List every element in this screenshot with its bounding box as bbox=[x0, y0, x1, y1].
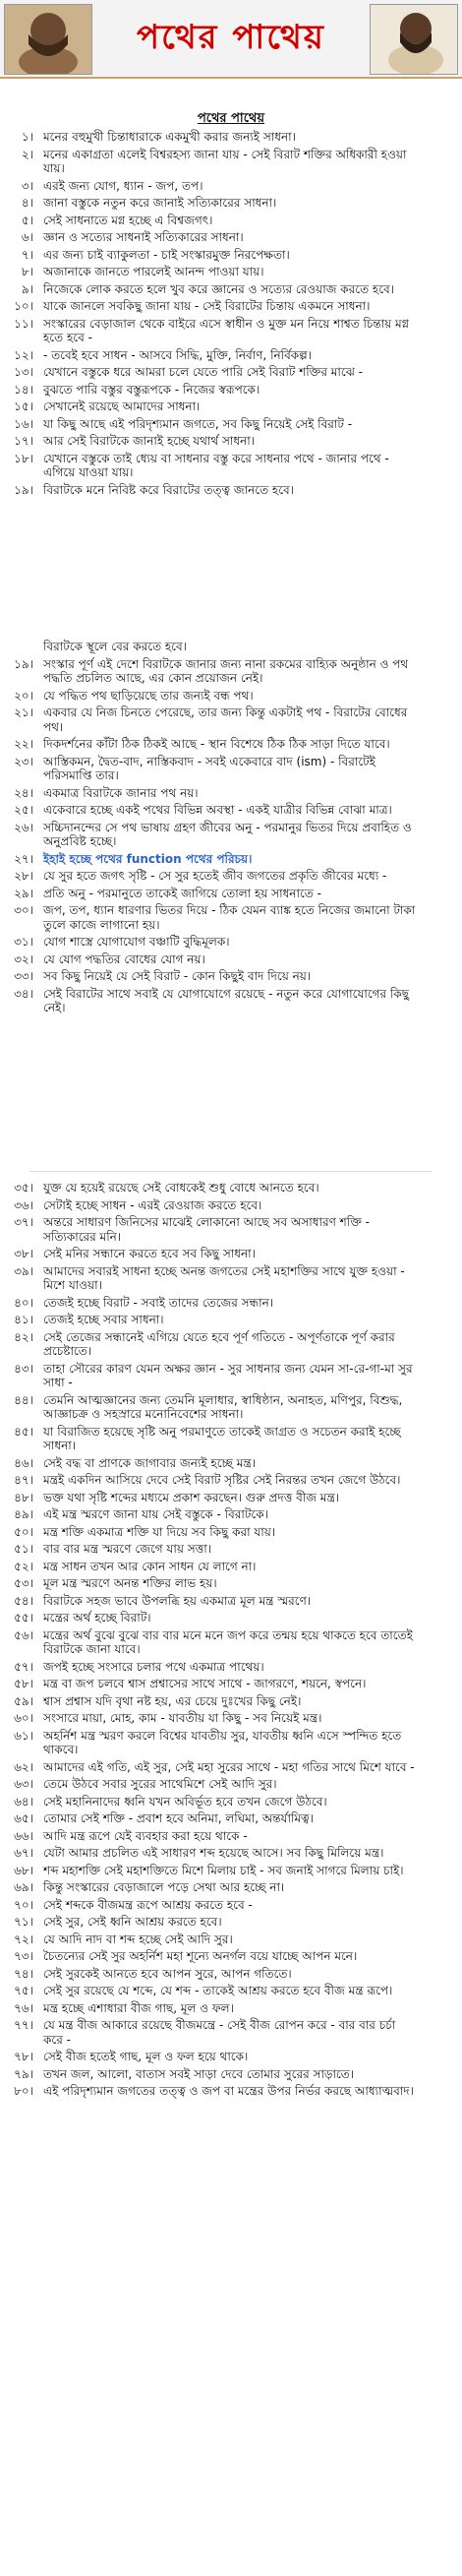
item-number: ৫৮। bbox=[14, 1677, 33, 1690]
item-number: ৭৮। bbox=[14, 2050, 33, 2063]
item-text: যে আদি নাদ বা শব্দ হচ্ছে সেই আদি সুর। bbox=[43, 1932, 233, 1946]
item-number: ১৮। bbox=[14, 451, 33, 465]
item-text: একমাত্র বিরাটকে জানার পথ নয়। bbox=[43, 785, 199, 800]
item-number: ২৯। bbox=[14, 886, 33, 900]
item-text: সংস্কার পূর্ণ এই দেশে বিরাটকে জানার জন্য নানা রকমের বাহ্যিক অনুষ্ঠান ও পথ পদ্ধতি প্রচলিত আছে, এর কোন প্রয়োজন নেই। bbox=[43, 656, 409, 685]
item-text: মন্ত্র বা জপ চলবে শ্বাস প্রশ্বাসের সাথে সাথে - জাগরণে, শয়নে, স্বপনে। bbox=[43, 1677, 367, 1690]
list-item bbox=[0, 148, 462, 176]
item-text: সেটাই হচ্ছে সাধন - এরই রেওয়াজ করতে হবে। bbox=[43, 1197, 262, 1212]
item-number: ৬০। bbox=[14, 1711, 33, 1725]
list-item bbox=[0, 1560, 462, 1574]
list-item bbox=[0, 1949, 462, 1964]
item-number: ৭৬। bbox=[14, 2000, 33, 2015]
item-number: ১৩। bbox=[14, 365, 33, 379]
portrait-right-image bbox=[371, 5, 457, 74]
list-item bbox=[0, 2018, 462, 2047]
item-number: ৪৫। bbox=[14, 1424, 33, 1439]
list-item bbox=[0, 1330, 462, 1359]
item-number: ৪৪। bbox=[14, 1392, 33, 1407]
list-item bbox=[0, 1967, 462, 1982]
item-number: ৭১। bbox=[14, 1915, 33, 1929]
item-text: মন্ত্রের অর্থ বুঝে বুঝে বার বার মনে মনে জপ করে তন্ময় হয়ে থাকতে হবে তাতেই বিরাটকে জানা যাবে। bbox=[43, 1627, 413, 1656]
item-number: ৫১। bbox=[14, 1542, 33, 1556]
item-text: জ্ঞান ও সত্যের সাধনাই সত্যিকারের সাধনা। bbox=[43, 230, 244, 244]
item-number: ৬। bbox=[21, 230, 33, 244]
item-number: ৭২। bbox=[14, 1932, 33, 1946]
item-text: যা বিরাজিত হয়েছে সৃষ্টি অনু পরমাণুতে তাকেই জাগ্রত ও সচেতন করাই হচ্ছে সাধনা। bbox=[43, 1424, 401, 1452]
item-text: একেবারে হচ্ছে একই পথের বিভিন্ন অবস্থা - একই যাত্রীর বিভিন্ন বোঝা মাত্র। bbox=[43, 803, 392, 817]
item-number: ৪৩। bbox=[14, 1361, 33, 1376]
list-item bbox=[0, 1425, 462, 1453]
list-item bbox=[0, 887, 462, 901]
item-number: ৪৬। bbox=[14, 1455, 33, 1470]
list-item bbox=[0, 483, 462, 498]
item-number: ২২। bbox=[14, 737, 33, 751]
list-item bbox=[0, 803, 462, 818]
list-item bbox=[0, 1215, 462, 1244]
list-item bbox=[0, 299, 462, 314]
item-number: ৪৮। bbox=[14, 1490, 33, 1504]
item-number: ২৬। bbox=[14, 820, 33, 834]
item-number: ৩। bbox=[21, 178, 33, 193]
item-text: চৈতন্যের সেই সুর অহর্নিশ মহা শূন্যে অনর্গল বয়ে যাচ্ছে আপন মনে। bbox=[43, 1949, 358, 1963]
list-item bbox=[0, 1660, 462, 1675]
item-number: ৩৫। bbox=[14, 1181, 33, 1195]
list-item bbox=[0, 2050, 462, 2064]
list-item bbox=[0, 1181, 462, 1196]
item-text: সেই সাধনাতে মগ্ন হচ্ছে এ বিশ্বজগৎ। bbox=[43, 213, 213, 227]
item-text: যে যোগ পদ্ধতির বোধের যোগ নয়। bbox=[43, 951, 205, 966]
item-text: অন্তরে সাধারণ জিনিসের মাঝেই লোকানো আছে সব অসাধারণ শক্তি - সত্যিকারের মনি। bbox=[43, 1215, 370, 1244]
item-number: ৩১। bbox=[14, 935, 33, 949]
item-number: ৭৪। bbox=[14, 1966, 33, 1981]
item-number: ৬১। bbox=[14, 1728, 33, 1743]
item-text-highlight: ইহাই হচ্ছে পথের function পথের পরিচয়। bbox=[43, 851, 253, 866]
item-number: ৬৬। bbox=[14, 1828, 33, 1843]
item-text: আমাদের সবারই সাধনা হচ্ছে অনন্ত জগতের সেই মহাশক্তির সাথে যুক্ত হওয়া - মিশে যাওয়া। bbox=[43, 1263, 405, 1292]
list-item bbox=[0, 1264, 462, 1293]
list-item bbox=[0, 1576, 462, 1591]
item-number: ৩৪। bbox=[14, 986, 33, 1001]
item-text: সেই তেজের সন্ধানেই এগিয়ে যেতে হবে পূর্ণ গতিতে - অপূর্ণতাকে পূর্ণ করার প্রচেষ্টাতে। bbox=[43, 1329, 395, 1358]
item-number: ৩৮। bbox=[14, 1247, 33, 1260]
list-item bbox=[0, 1729, 462, 1757]
item-text: মনের একাগ্রতা এলেই বিশ্বরহস্য জানা যায় - সেই বিরাট শক্তির অধিকারী হওয়া যায়। bbox=[43, 147, 407, 175]
item-number: ১৬। bbox=[14, 416, 33, 431]
list-item bbox=[0, 399, 462, 414]
item-number: ৬৯। bbox=[14, 1880, 33, 1894]
item-number: ১২। bbox=[14, 347, 33, 362]
list-item bbox=[0, 869, 462, 884]
list-item bbox=[0, 214, 462, 228]
list-item bbox=[0, 1711, 462, 1726]
item-number: ৭৯। bbox=[14, 2066, 33, 2081]
item-text: প্রতি অনু - পরমানুতে তাকেই জাগিয়ে তোলা হয় সাধনাতে - bbox=[43, 886, 321, 900]
item-number: ১৪। bbox=[14, 382, 33, 397]
item-number: ৮০। bbox=[14, 2084, 33, 2098]
section-2 bbox=[0, 640, 462, 1018]
item-text: তেজই হচ্ছে বিরাট - সবাই তাদের তেজের সন্ধান। bbox=[43, 1295, 274, 1310]
item-number: ৪। bbox=[21, 196, 33, 210]
item-number: ২৮। bbox=[14, 869, 33, 883]
item-text: সেই মহানিনাদের ধ্বনি যখন অবির্ভূত হবে তখন জেগে উঠবে। bbox=[43, 1794, 327, 1809]
list-item bbox=[0, 786, 462, 801]
item-text: তাহা সৌরের কারণ যেমন অক্ষর জ্ঞান - সুর সাধনার জন্য যেমন সা-রে-গা-মা সুর সাধা - bbox=[43, 1361, 413, 1389]
list-item bbox=[0, 1542, 462, 1557]
item-text: সেই মনির সন্ধানে করতে হবে সব কিছু সাধনা। bbox=[43, 1247, 256, 1260]
item-text: সেই সুর, সেই ধ্বনি আশ্রয় করতে হবে। bbox=[43, 1915, 222, 1929]
item-text: আস্তিকমন, দ্বৈত-বাদ, নাস্তিকবাদ - সবই একেবারে বাদ (ism) - বিরাটেই পরিসমাপ্তি তার। bbox=[43, 754, 375, 782]
item-number: ৬৪। bbox=[14, 1794, 33, 1809]
list-item bbox=[0, 1247, 462, 1261]
portrait-left bbox=[4, 4, 92, 75]
item-text: যাকে জানলে সবকিছু জানা যায় - সেই বিরাটের চিন্তায় একমনে সাধনা। bbox=[43, 299, 371, 313]
list-item bbox=[0, 1611, 462, 1625]
list-item bbox=[0, 2001, 462, 2016]
item-number: ৩৯। bbox=[14, 1263, 33, 1278]
list-item bbox=[0, 383, 462, 398]
list-item bbox=[0, 1984, 462, 1998]
item-number: ৪৯। bbox=[14, 1507, 33, 1521]
item-text: মূল মন্ত্র স্মরণে অনন্ত শক্তির লাভ হয়। bbox=[43, 1576, 217, 1590]
list-item bbox=[0, 265, 462, 279]
list-item bbox=[0, 1491, 462, 1505]
item-text: মন্ত্র সাধন তখন আর কোন সাধন যে লাগে না। bbox=[43, 1559, 257, 1573]
list-item bbox=[0, 852, 462, 867]
item-text: তেজই হচ্ছে সবার সাধনা। bbox=[43, 1313, 164, 1326]
list-item bbox=[0, 903, 462, 932]
item-text: - তবেই হবে সাধন - আসবে সিদ্ধি, মুক্তি, নির্বাণ, নির্বিকল্প। bbox=[43, 347, 313, 362]
item-text: যেখানে বস্তুকে ধরে আমরা চলে যেতে পারি সেই বিরাট শক্তির মাঝে - bbox=[43, 365, 363, 379]
banner-title: পথের পাথেয় bbox=[137, 18, 325, 57]
item-number: ৭। bbox=[21, 247, 33, 262]
item-text: বুঝতে পারি বস্তুর বস্তুরূপকে - নিজের স্বরূপকে। bbox=[43, 382, 260, 397]
item-number: ২। bbox=[21, 147, 33, 161]
list-item bbox=[0, 1594, 462, 1609]
item-text: অজানাকে জানতে পারলেই আনন্দ পাওয়া যায়। bbox=[43, 265, 264, 278]
item-text: সব কিছু নিয়েই যে সেই বিরাট - কোন কিছুই বাদ দিয়ে নয়। bbox=[43, 969, 312, 983]
list-item bbox=[0, 1628, 462, 1657]
item-text: মন্ত্র হচ্ছে এশাধারা বীজ গাছ, মূল ও ফল। bbox=[43, 2000, 234, 2015]
item-text: আদি মন্ত্র রূপে যেই ব্যবহার করা হয়ে থাকে - bbox=[43, 1828, 248, 1843]
item-number: ৮। bbox=[21, 265, 33, 278]
item-number: ৫৯। bbox=[14, 1693, 33, 1708]
list-item bbox=[0, 821, 462, 849]
item-text: যেটা আমার প্রচলিত এই সাধারণ শব্দ হয়েছে আসে। সব কিছু মিলিয়ে মন্ত্র। bbox=[43, 1846, 384, 1860]
item-text: মন্ত্রের অর্থ হচ্ছে বিরাট। bbox=[43, 1611, 151, 1625]
list-item bbox=[0, 705, 462, 734]
list-item bbox=[0, 1362, 462, 1390]
item-text: নিজেকে লোক করতে হলে খুব করে জ্ঞানের ও সত্যের রেওয়াজ করতে হবে। bbox=[43, 281, 395, 296]
list-item bbox=[0, 935, 462, 950]
list-item bbox=[0, 737, 462, 752]
item-number: ৩২। bbox=[14, 951, 33, 966]
item-number: ৫২। bbox=[14, 1559, 33, 1573]
item-number: ৬৫। bbox=[14, 1811, 33, 1825]
item-text: ভক্ত যথা সৃষ্টি শব্দের মধ্যমে প্রকাশ করছেন। গুরু প্রদত্ত বীজ মন্ত্র। bbox=[43, 1490, 340, 1504]
item-text: সংসারে মায়া, মোহ, কাম - যাবতীয় যা কিছু - সব নিয়েই মন্ত্র। bbox=[43, 1711, 322, 1725]
item-text: যেখানে বস্তুকে তাই ধ্যেয় বা সাধনার বস্তু করে সাধনার পথে - জানার পথে - এগিয়ে যাওয়া যায়। bbox=[43, 451, 389, 479]
item-text: দিকদর্শনের কাঁটা ঠিক ঠিকই আছে - স্থান বিশেষে ঠিক ঠিক সাড়া দিতে যাবে। bbox=[43, 737, 390, 751]
item-number: ৯। bbox=[21, 281, 33, 296]
list-item bbox=[0, 1932, 462, 1947]
item-text: সেই সুর রয়েছে যে শব্দে, যে শব্দ - তাকেই আশ্রয় করতে হবে বীজ মন্ত্র রূপে। bbox=[43, 1984, 393, 1997]
list-item bbox=[0, 317, 462, 345]
item-text: যে পদ্ধিত পথ ছাড়িয়েছে তার জন্যই বন্ধ পথ। bbox=[43, 688, 254, 703]
item-text: সেই বিরাটের সাথে সবাই যে যোগাযোগে রয়েছে - নতুন করে যোগাযোগের কিছু নেই। bbox=[43, 986, 410, 1014]
item-text: বিরাটকে স্থূলে বের করতে হবে। bbox=[43, 640, 187, 653]
list-item bbox=[0, 1760, 462, 1775]
item-text: এর জন্য চাই ব্যাকুলতা - চাই সংস্কারমুক্ত নিরপেক্ষতা। bbox=[43, 247, 290, 262]
list-item bbox=[0, 1456, 462, 1471]
section-3 bbox=[0, 1181, 462, 2102]
item-text: সেই সুরকেই আনতে হবে আপন সুরে, আপন গতিতে। bbox=[43, 1966, 292, 1981]
list-item bbox=[0, 365, 462, 380]
item-number: ৫৫। bbox=[14, 1611, 33, 1625]
item-text: তোমার সেই শক্তি - প্রবাশ হবে অনিমা, লঘিমা, অন্তর্যামিত্ব। bbox=[43, 1811, 314, 1825]
item-text: সেই বদ্ধ বা প্রাণকে জাগাবার জন্যই হচ্ছে মন্ত্র। bbox=[43, 1455, 257, 1470]
item-number: ৬৩। bbox=[14, 1777, 33, 1791]
item-number: ২৫। bbox=[14, 803, 33, 817]
list-item bbox=[0, 755, 462, 783]
item-number: ৭৩। bbox=[14, 1949, 33, 1963]
item-number: ২৩। bbox=[14, 754, 33, 768]
item-text: যুক্ত যে হয়েই রয়েছে সেই বোধকেই শুধু বোধে আনতে হবে। bbox=[43, 1181, 319, 1195]
item-text: তেমনি আত্মজ্ঞানের জন্য তেমনি মূলাধার, স্বাধিষ্ঠান, অনাহত, মণিপুর, বিশুদ্ধ, আজ্ঞাচক্র ও সহস্রারে মনোনিবেশের সাধনা। bbox=[43, 1392, 403, 1421]
item-text: তেমে উঠবে সবার সুরের সাথেমিশে সেই আদি সুর। bbox=[43, 1777, 277, 1791]
item-number: ৫৬। bbox=[14, 1627, 33, 1642]
list-item bbox=[0, 179, 462, 194]
list-item bbox=[0, 1898, 462, 1913]
item-text: জপই হচ্ছে সংসারে চলার পথে একমাত্র পাথেয়। bbox=[43, 1659, 264, 1674]
item-number: ৬৮। bbox=[14, 1863, 33, 1877]
item-number: ৪২। bbox=[14, 1329, 33, 1344]
item-number: ২১। bbox=[14, 705, 33, 719]
list-item bbox=[0, 1198, 462, 1213]
item-text: যা কিছু আছে এই পরিদৃশ্যমান জগতে, সব কিছু নিয়েই সেই বিরাট - bbox=[43, 416, 353, 431]
item-text: জপ, তপ, ধ্যান ধারণার ভিতর দিয়ে - ঠিক যেমন ব্যাঙ্ক হতে নিজের জমানো টাকা তুলে কাজে লাগানো হয়। bbox=[43, 903, 416, 932]
list-item bbox=[0, 1313, 462, 1327]
item-number: ৫৩। bbox=[14, 1576, 33, 1590]
portrait-left-image bbox=[5, 5, 91, 74]
list-item bbox=[0, 1694, 462, 1709]
item-text: যে মন্ত্র বীজ আকারে রয়েছে বীজমন্ত্রে - সেই বীজ রোপন করে - বার বার চর্চা করে - bbox=[43, 2018, 396, 2047]
page-subtitle: পথের পাথেয় bbox=[197, 111, 265, 126]
item-text: যোগ শাস্ত্রে যোগাযোগ বঞ্চাটি বুদ্ধিমূলক। bbox=[43, 935, 230, 949]
item-text: শব্দ মহাশক্তি সেই মহাশক্তিতে মিশে মিলায় চাই - সব জনাই সাগরে মিলায় চাই। bbox=[43, 1863, 404, 1877]
item-text: এরই জন্য যোগ, ধ্যান - জপ, তপ। bbox=[43, 178, 203, 193]
list-item bbox=[0, 417, 462, 432]
list-item bbox=[0, 1795, 462, 1809]
item-text: সংস্কারের বেড়াজাল থেকে বাইরে এসে স্বাধীন ও মুক্ত মন নিয়ে শাশ্বত চিন্তায় মগ্ন হতে হবে - bbox=[43, 316, 409, 344]
item-text: আর সেই বিরাটকে জানাই হচ্ছে যথার্থ সাধনা। bbox=[43, 434, 256, 448]
list-item bbox=[0, 1915, 462, 1930]
item-number: ২৭। bbox=[14, 851, 33, 866]
list-item bbox=[0, 1864, 462, 1878]
item-text: অহর্নিশ মন্ত্র স্মরণ করলে বিশ্বের যাবতীয় সুর, যাবতীয় ধ্বনি এসে স্পন্দিত হতে থাকবে। bbox=[43, 1728, 402, 1756]
item-text: আমাদের এই গতি, এই সুর, সেই মহা সুরের সাথে - মহা গতির সাথে মিশে যাবে - bbox=[43, 1759, 415, 1774]
list-item bbox=[0, 230, 462, 245]
item-text: সেই বীজ হতেই গাছ, মূল ও ফল হয়ে থাকে। bbox=[43, 2050, 249, 2063]
item-text: এই মন্ত্র স্মরণে জানা যায় সেই বস্তুকে - বিরাটকে। bbox=[43, 1507, 268, 1521]
item-number: ২৪। bbox=[14, 785, 33, 800]
item-number: ১৭। bbox=[14, 434, 33, 448]
list-item bbox=[0, 1393, 462, 1422]
list-item bbox=[0, 1777, 462, 1792]
item-number: ৩৭। bbox=[14, 1215, 33, 1229]
list-item bbox=[0, 130, 462, 145]
header-banner bbox=[0, 0, 462, 79]
item-text: সেখানেই রয়েছে আমাদের সাধনা। bbox=[43, 399, 201, 413]
item-number: ১৫। bbox=[14, 399, 33, 413]
list-item bbox=[0, 689, 462, 704]
item-number: ১৯। bbox=[14, 482, 33, 497]
item-text: জানা বস্তুকে নতুন করে জানাই সত্যিকারের সাধনা। bbox=[43, 196, 277, 210]
item-text: তখন জল, আলো, বাতাস সবই সাড়া দেবে তোমার সুরের সাড়াতে। bbox=[43, 2066, 355, 2081]
item-number: ৭৫। bbox=[14, 1984, 33, 1997]
item-number: ৩০। bbox=[14, 903, 33, 917]
list-item bbox=[0, 2084, 462, 2099]
section-1 bbox=[0, 130, 462, 500]
item-number: ৫৪। bbox=[14, 1593, 33, 1608]
item-number: ৩৩। bbox=[14, 969, 33, 983]
list-item bbox=[0, 1296, 462, 1311]
item-number: ৪৭। bbox=[14, 1473, 33, 1487]
item-number: ৪১। bbox=[14, 1313, 33, 1326]
item-number: ৩৬। bbox=[14, 1197, 33, 1212]
list-item bbox=[0, 969, 462, 984]
list-item bbox=[0, 952, 462, 967]
list-item bbox=[0, 248, 462, 263]
item-text: সচ্চিদানন্দের সে পথ ভাষায় গ্রহণ জীবের অনু - পরমানুর ভিতর দিয়ে প্রবাহিত ও অনুপ্রবিষ্ট হচ্ছে। bbox=[43, 820, 412, 848]
list-item bbox=[0, 1507, 462, 1522]
list-item bbox=[0, 1880, 462, 1895]
item-number: ১১। bbox=[14, 316, 33, 331]
item-number: ৫। bbox=[21, 213, 33, 227]
list-item bbox=[0, 282, 462, 297]
item-number: ৫০। bbox=[14, 1524, 33, 1539]
item-text: বিরাটকে সহজ ভাবে উপলব্ধি হয় একমাত্র মূল মন্ত্র স্মরণে। bbox=[43, 1593, 312, 1608]
list-item bbox=[0, 452, 462, 480]
item-text: মন্ত্র শক্তি একমাত্র শক্তি যা দিয়ে সব কিছু করা যায়। bbox=[43, 1524, 276, 1539]
item-text: একবার যে নিজ চিনতে পেরেছে, তার জন্য কিন্তু একটাই পথ - বিরাটের বোধের পথ। bbox=[43, 705, 408, 734]
item-text: যে সুর হতে জগৎ সৃষ্টি - সে সুর হতেই জীব জগতের প্রকৃতি জীবের মধ্যে - bbox=[43, 869, 387, 883]
item-text: এই পরিদৃশ্যমান জগতের তত্ত্ব ও জপ বা মন্ত্রের উপর নির্ভর করছে আধ্যাত্মবাদ। bbox=[43, 2084, 414, 2098]
item-text: কিন্তু সংস্কারের বেড়াজালে পড়ে সেথা আর হচ্ছে না। bbox=[43, 1880, 285, 1894]
item-text: মনের বহুমুখী চিন্তাধারাকে একমুখী করার জন্যই সাধনা। bbox=[43, 130, 296, 144]
list-item bbox=[0, 1829, 462, 1844]
list-item bbox=[0, 1811, 462, 1826]
item-text: বার বার মন্ত্র স্মরণে জেগে যায় সত্তা। bbox=[43, 1542, 211, 1556]
item-number: ৪০। bbox=[14, 1295, 33, 1310]
list-item bbox=[0, 640, 462, 654]
item-number: ৭০। bbox=[14, 1897, 33, 1912]
item-number: ১। bbox=[21, 130, 33, 144]
list-item bbox=[0, 196, 462, 211]
list-item bbox=[0, 434, 462, 449]
item-number: ১০। bbox=[14, 299, 33, 313]
item-number: ৫৭। bbox=[14, 1659, 33, 1674]
list-item bbox=[0, 2067, 462, 2082]
item-number: ৭৭। bbox=[14, 2018, 33, 2032]
list-item bbox=[0, 1525, 462, 1540]
list-item bbox=[0, 1473, 462, 1488]
section-divider bbox=[29, 1171, 433, 1172]
item-number: ১৯। bbox=[14, 656, 33, 671]
list-item bbox=[0, 1677, 462, 1691]
list-item bbox=[0, 987, 462, 1015]
portrait-right bbox=[370, 4, 458, 75]
item-number: ৬৭। bbox=[14, 1846, 33, 1860]
list-item bbox=[0, 1846, 462, 1861]
list-item bbox=[0, 348, 462, 363]
item-text: বিরাটকে মনে নিবিষ্ট করে বিরাটের তত্ত্ব জানতে হবে। bbox=[43, 482, 295, 497]
item-text: মন্ত্রই একদিন আসিয়ে দেবে সেই বিরাট সৃষ্টির সেই নিরন্তর তখন জেগে উঠবে। bbox=[43, 1473, 401, 1487]
item-text: সেই শব্দকে বীজমন্ত্র রূপে আশ্রয় করতে হবে - bbox=[43, 1897, 253, 1912]
item-text: শ্বাস প্রশ্বাস যদি বৃথা নষ্ট হয়, এর চেয়ে দুঃখের কিছু নেই। bbox=[43, 1693, 302, 1708]
list-item bbox=[0, 657, 462, 686]
item-number: ৬২। bbox=[14, 1759, 33, 1774]
item-number: ২০। bbox=[14, 688, 33, 703]
